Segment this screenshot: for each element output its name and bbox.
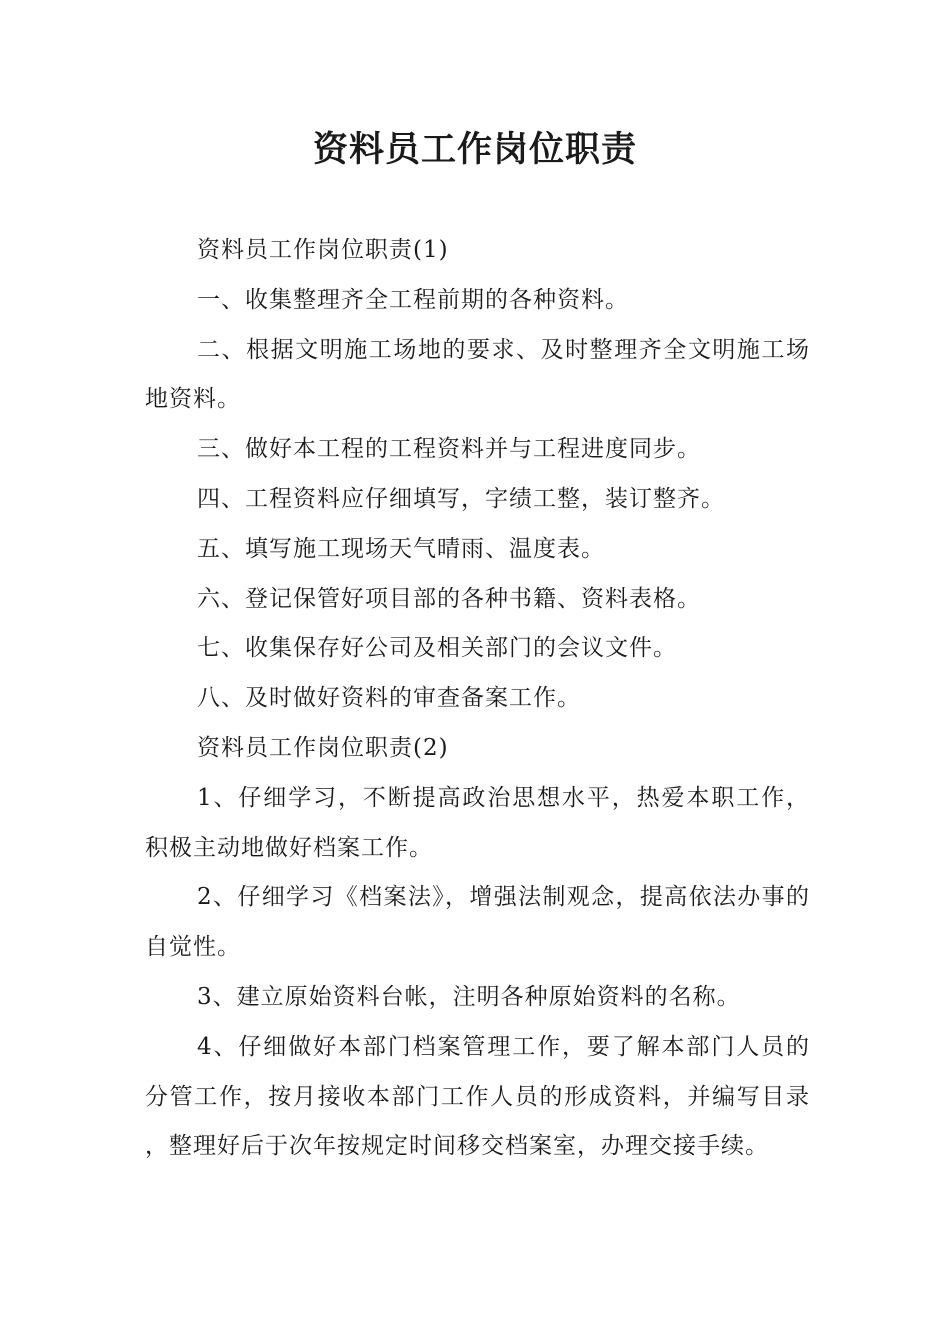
duty-item-11: 3、建立原始资料台帐，注明各种原始资料的名称。 (197, 983, 741, 1010)
duty-item-4: 四、工程资料应仔细填写，字绩工整，装订整齐。 (197, 485, 725, 512)
duty-item-7: 七、收集保存好公司及相关部门的会议文件。 (197, 635, 677, 662)
duty-item-9: 1、仔细学习，不断提高政治思想水平，热爱本职工作，积极主动地做好档案工作。 (145, 784, 810, 861)
duty-item-12: 4、仔细做好本部门档案管理工作，要了解本部门人员的分管工作，按月接收本部门工作人员的形成资料，并编写目录，整理好后于次年按规定时间移交档案室，办理交接手续。 (145, 1033, 810, 1160)
section-heading-1: 资料员工作岗位职责(1) (197, 237, 449, 263)
duty-item-1: 一、收集整理齐全工程前期的各种资料。 (197, 286, 629, 313)
duty-item-6: 六、登记保管好项目部的各种书籍、资料表格。 (197, 585, 701, 612)
document-body (145, 226, 810, 1172)
section-heading-2: 资料员工作岗位职责(2) (197, 734, 449, 761)
duty-item-10: 2、仔细学习《档案法》，增强法制观念，提高依法办事的自觉性。 (145, 884, 810, 961)
duty-item-2: 二、根据文明施工场地的要求、及时整理齐全文明施工场地资料。 (145, 336, 810, 413)
duty-item-5: 五、填写施工现场天气晴雨、温度表。 (197, 535, 605, 562)
duty-item-3: 三、做好本工程的工程资料并与工程进度同步。 (197, 436, 701, 463)
duty-item-8: 八、及时做好资料的审查备案工作。 (197, 685, 581, 712)
document-title: 资料员工作岗位职责 (312, 130, 637, 170)
